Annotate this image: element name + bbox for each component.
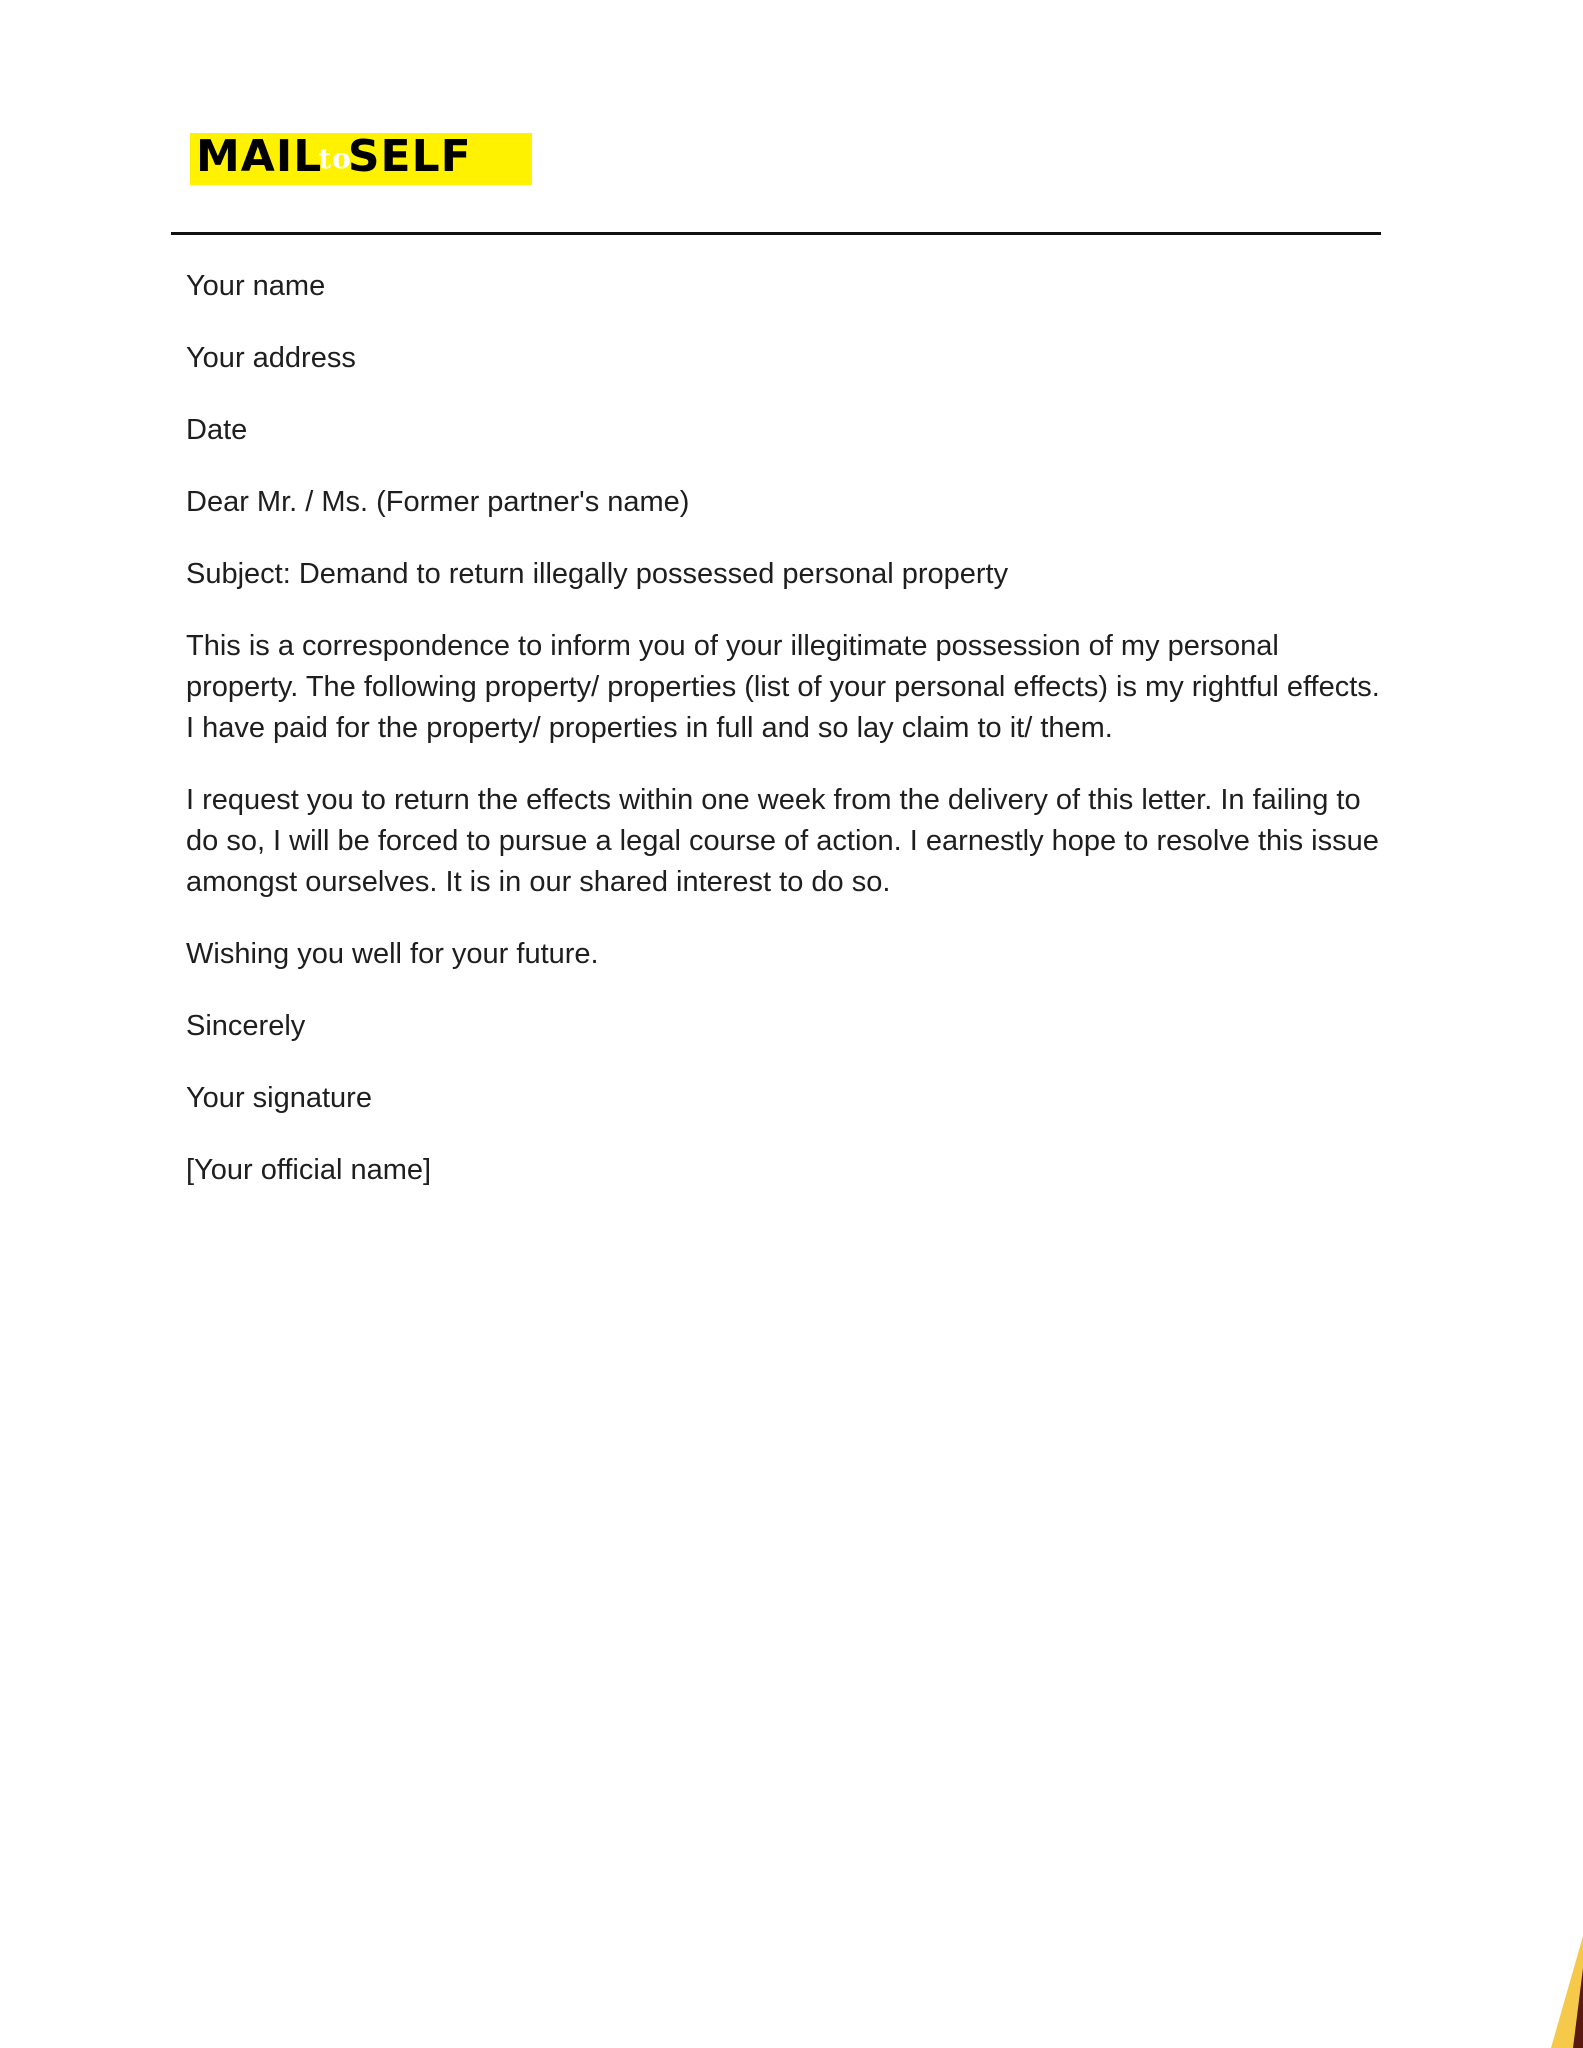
paragraph-1: This is a correspondence to inform you of your illegitimate possession of my personal property. The following property/ properties (list of your personal effects) is my rightful effects. I have paid for the property/ properties in full and so lay claim to it/ them.: [186, 630, 1380, 744]
letter-date: Date: [186, 414, 248, 446]
logo-word-mail: MAIL: [196, 130, 323, 182]
mailtoself-logo: [190, 130, 532, 185]
letter-body: [186, 266, 1386, 1222]
logo-text: [190, 131, 472, 188]
subject-line: Subject: Demand to return illegally possessed personal property: [186, 558, 1009, 590]
paragraph-2: I request you to return the effects within one week from the delivery of this letter. In failing to do so, I will be forced to pursue a legal course of action. I earnestly hope to resolve this issue amongst ourselves. It is in our shared interest to do so.: [186, 784, 1379, 898]
header-divider: [171, 232, 1381, 235]
logo-word-self: SELF: [347, 130, 472, 182]
official-name: [Your official name]: [186, 1154, 432, 1186]
sign-off: Sincerely: [186, 1010, 306, 1042]
logo-word-to: to: [318, 141, 352, 175]
closing-wish: Wishing you well for your future.: [186, 938, 599, 970]
salutation: Dear Mr. / Ms. (Former partner's name): [186, 486, 690, 518]
sender-address: Your address: [186, 342, 356, 374]
corner-decoration-icon: [1543, 1928, 1583, 2048]
signature: Your signature: [186, 1082, 372, 1114]
sender-name: Your name: [186, 270, 326, 302]
